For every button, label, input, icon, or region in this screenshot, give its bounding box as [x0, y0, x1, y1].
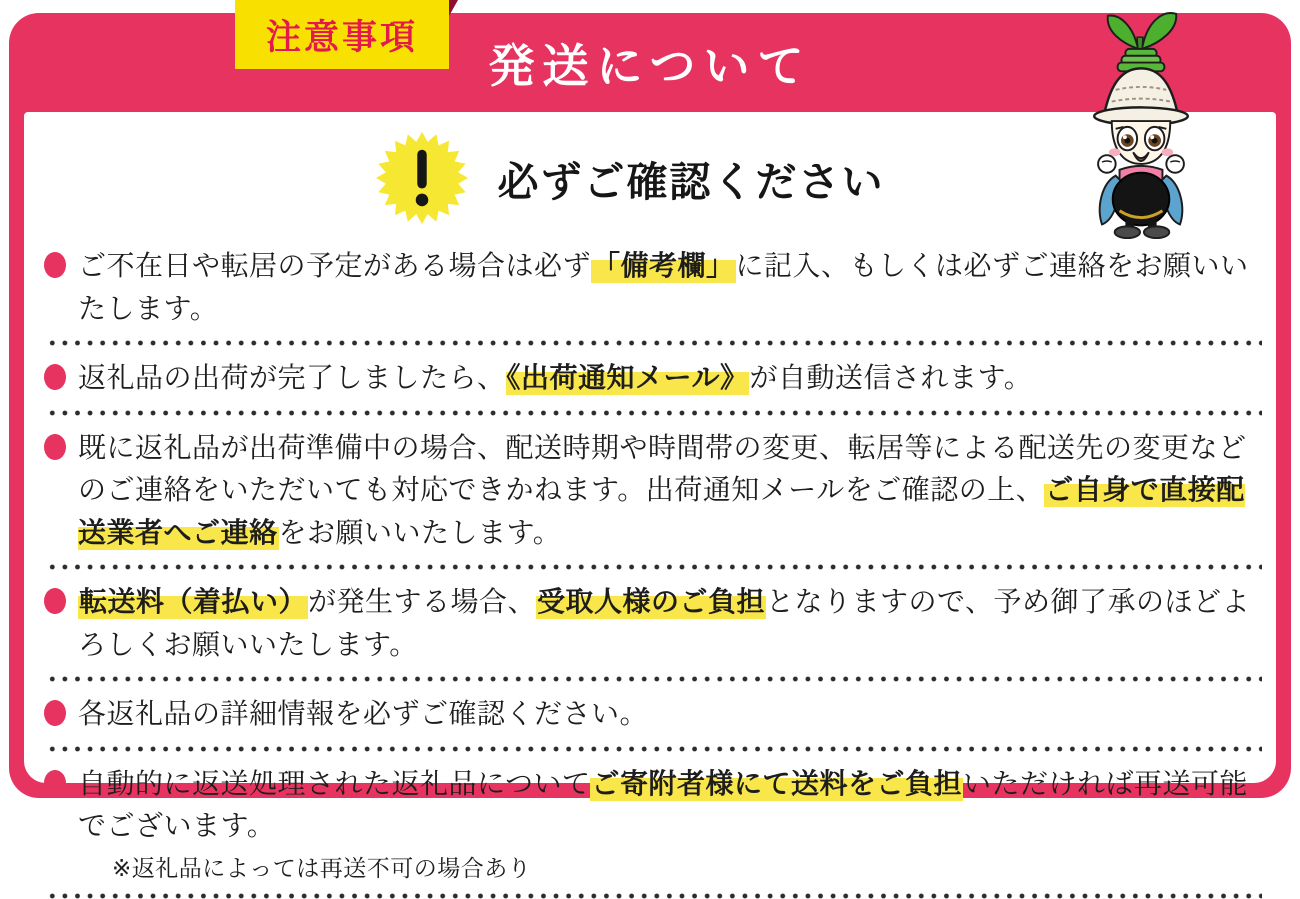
- bullet-dot-icon: [44, 770, 66, 796]
- plain-text: 各返礼品の詳細情報を必ずご確認ください。: [78, 698, 649, 730]
- bullet-dot-icon: [44, 364, 66, 390]
- confirm-heading-label: 必ずご確認ください: [497, 158, 885, 205]
- notice-item-body: [78, 427, 1264, 555]
- notice-list: [24, 228, 1276, 899]
- bullet-dot-icon: [44, 252, 66, 278]
- notice-item-body: [78, 357, 1032, 400]
- highlighted-text: 転送料（着払い）: [79, 586, 308, 618]
- plain-text: が自動送信されます。: [749, 362, 1033, 394]
- plain-text: となりますので、予め御了承のほどよろしくお願いいたします。: [78, 586, 1250, 660]
- plain-text: 既に返礼品が出荷準備中の場合、配送時期や時間帯の変更、転居等による配送先の変更などのご連絡をいただいても対応できかねます。出荷通知メールをご確認の上、: [78, 431, 1247, 506]
- sprout-pot-mascot: [1082, 6, 1200, 240]
- plain-text: 返礼品の出荷が完了しましたら、: [78, 362, 506, 394]
- notice-item: [42, 572, 1266, 674]
- notice-item: [42, 418, 1266, 563]
- plain-text: に記入、もしくは必ずご連絡をお願いいたします。: [78, 250, 1249, 324]
- notice-item-text: [78, 693, 648, 736]
- dotted-separator: [46, 893, 1262, 899]
- dotted-separator: [46, 564, 1262, 570]
- notice-item-text: [78, 357, 1032, 400]
- highlighted-text: ご自身で直接配送業者へご連絡: [78, 474, 1245, 548]
- bullet-dot-icon: [44, 434, 66, 460]
- notice-item-body: [78, 693, 648, 736]
- notice-item-footnote: ※返礼品によっては再送不可の場合あり: [112, 855, 532, 882]
- notice-item: [42, 348, 1266, 408]
- dotted-separator: [46, 676, 1262, 682]
- notice-item-body: [78, 581, 1264, 666]
- plain-text: が発生する場合、: [308, 586, 537, 618]
- dotted-separator: [46, 746, 1262, 752]
- exclamation-burst-icon: [376, 132, 468, 224]
- highlighted-text: 「備考欄」: [592, 250, 735, 281]
- highlighted-text: ご寄附者様にて送料をご負担: [591, 767, 962, 799]
- notice-item: [42, 236, 1266, 338]
- plain-text: いただければ再送可能でございます。: [78, 767, 1248, 842]
- plain-text: 自動的に返送処理された返礼品について: [78, 767, 591, 799]
- notice-item-body: [78, 245, 1264, 330]
- dotted-separator: [46, 340, 1262, 346]
- dotted-separator: [46, 410, 1262, 416]
- notice-item: [42, 754, 1266, 891]
- bullet-dot-icon: [44, 700, 66, 726]
- highlighted-text: 《出荷通知メール》: [506, 362, 749, 394]
- confirm-heading: [24, 128, 1236, 228]
- notice-item-text: [78, 245, 1264, 330]
- notice-item: [42, 684, 1266, 744]
- bullet-dot-icon: [44, 588, 66, 614]
- notice-item-text: [78, 581, 1264, 666]
- notice-item-text: [78, 427, 1264, 555]
- caution-badge: 注意事項: [235, 0, 449, 69]
- notice-item-body: [78, 763, 1264, 883]
- page-title: 発送について: [488, 40, 812, 92]
- plain-text: をお願いいたします。: [278, 516, 562, 548]
- notice-item-text: [78, 763, 1264, 848]
- highlighted-text: 受取人様のご負担: [537, 586, 766, 618]
- plain-text: ご不在日や転居の予定がある場合は必ず: [78, 250, 592, 281]
